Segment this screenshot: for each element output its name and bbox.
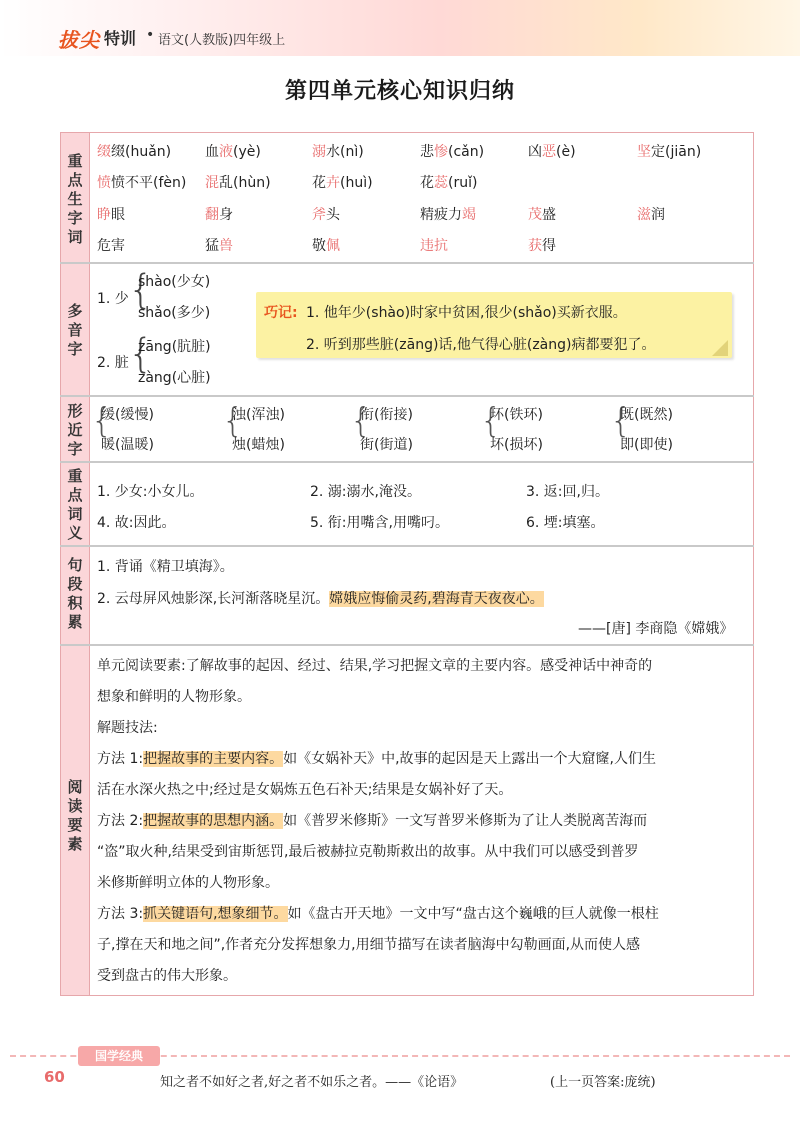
similar-char: 烛(蜡烛)	[232, 437, 285, 453]
polyphone-number: 1. 少	[97, 291, 129, 307]
similar-char: 坏(损坏)	[490, 437, 543, 453]
meaning-item: 5. 衔:用嘴含,用嘴叼。	[310, 515, 449, 531]
brace-glyph: {	[128, 267, 154, 313]
similar-char: 暖(温暖)	[101, 437, 154, 453]
polyphone-reading: shào(少女)	[138, 274, 211, 290]
meaning-item: 2. 溺:溺水,淹没。	[310, 484, 421, 500]
similar-char: 既(既然)	[620, 407, 673, 423]
polyphone-reading: zāng(肮脏)	[138, 339, 211, 355]
polyphone-reading: zàng(心脏)	[138, 370, 211, 386]
brace-glyph: {	[350, 401, 372, 441]
section-divider	[60, 545, 754, 547]
section-label-key-words: 重 点 生 字 词	[67, 152, 83, 246]
brand-logo: 拔尖	[58, 28, 100, 52]
highlight: 抓关键语句,想象细节。	[143, 906, 288, 922]
sentence-line: 1. 背诵《精卫填海》。	[97, 559, 234, 575]
meaning-item: 4. 故:因此。	[97, 515, 176, 531]
word-item: 精疲力竭	[420, 207, 476, 223]
previous-answer: (上一页答案:庞统)	[550, 1075, 656, 1090]
word-item: 花蕊(ruǐ)	[420, 175, 478, 191]
highlight: 把握故事的主要内容。	[143, 751, 284, 767]
section-divider	[60, 262, 754, 264]
similar-char: 浊(浑浊)	[232, 407, 285, 423]
word-item: 血液(yè)	[205, 144, 261, 160]
reading-intro: 单元阅读要素:了解故事的起因、经过、结果,学习把握文章的主要内容。感受神话中神奇的	[97, 658, 653, 674]
polyphone-reading: shǎo(多少)	[138, 305, 211, 321]
memo-fold-corner	[712, 340, 728, 356]
word-item: 翻身	[205, 207, 233, 223]
section-label-sentences: 句 段 积 累	[67, 556, 83, 631]
methods-title: 解题技法:	[97, 720, 158, 736]
section-label-key-meanings: 重 点 词 义	[67, 467, 83, 542]
similar-char: 缓(缓慢)	[101, 407, 154, 423]
word-item: 凶恶(è)	[528, 144, 576, 160]
reading-intro: 想象和鲜明的人物形象。	[97, 689, 251, 705]
section-label-polyphones: 多 音 字	[67, 302, 83, 358]
word-item: 滋润	[637, 207, 665, 223]
brand-logo-2: 特训	[104, 29, 137, 48]
section-label-reading: 阅 读 要 素	[67, 778, 83, 853]
section-divider	[60, 644, 754, 646]
method-3-cont: 受到盘古的伟大形象。	[97, 968, 237, 984]
similar-char: 环(铁环)	[490, 407, 543, 423]
method-1-cont: 活在水深火热之中;经过是女娲炼五色石补天;结果是女娲补好了天。	[97, 782, 513, 798]
page-title: 第四单元核心知识归纳	[284, 79, 515, 104]
method-2: 方法 2:把握故事的思想内涵。如《普罗米修斯》一文写普罗米修斯为了让人类脱离苦海而	[97, 813, 648, 829]
memo-tip-label: 巧记:	[264, 305, 298, 321]
word-item: 花卉(huì)	[312, 175, 373, 191]
word-item: 悲惨(cǎn)	[420, 144, 485, 160]
word-item: 睁眼	[97, 207, 125, 223]
method-3: 方法 3:抓关键语句,想象细节。如《盘古开天地》一文中写“盘古这个巍峨的巨人就像一根柱	[97, 906, 659, 922]
section-divider	[60, 461, 754, 463]
section-divider	[60, 395, 754, 397]
memo-line: 2. 听到那些脏(zāng)话,他气得心脏(zàng)病都要犯了。	[306, 337, 656, 353]
word-item: 违抗	[420, 238, 448, 254]
word-item: 坚定(jiān)	[637, 144, 702, 160]
meaning-item: 3. 返:回,归。	[526, 484, 609, 500]
word-item: 危害	[97, 238, 125, 254]
brace-glyph: {	[128, 331, 154, 377]
highlight: 嫦娥应悔偷灵药,碧海青天夜夜心。	[329, 591, 544, 607]
subject-label: 语文(人教版)四年级上	[158, 33, 286, 48]
word-item: 愤愤不平(fèn)	[97, 175, 187, 191]
highlight: 把握故事的思想内涵。	[143, 813, 284, 829]
brace-glyph: {	[91, 401, 113, 441]
method-2-cont: 米修斯鲜明立体的人物形象。	[97, 875, 279, 891]
page-number: 60	[44, 1068, 65, 1086]
meaning-item: 1. 少女:小女儿。	[97, 484, 204, 500]
meaning-item: 6. 堙:填塞。	[526, 515, 605, 531]
word-item: 获得	[528, 238, 556, 254]
footer-badge: 国学经典	[78, 1046, 160, 1066]
brace-glyph: {	[610, 401, 632, 441]
similar-char: 即(即使)	[620, 437, 673, 453]
poem-source: ——[唐] 李商隐《嫦娥》	[578, 621, 734, 637]
word-item: 敬佩	[312, 238, 340, 254]
section-label-similar-chars: 形 近 字	[67, 402, 83, 458]
word-item: 斧头	[312, 207, 340, 223]
header-bullet: •	[146, 27, 155, 43]
memo-line: 1. 他年少(shào)时家中贫困,很少(shǎo)买新衣服。	[306, 305, 627, 321]
brace-glyph: {	[222, 401, 244, 441]
polyphone-number: 2. 脏	[97, 355, 129, 371]
method-1: 方法 1:把握故事的主要内容。如《女娲补天》中,故事的起因是天上露出一个大窟窿,人们生	[97, 751, 656, 767]
brace-glyph: {	[480, 401, 502, 441]
similar-char: 衔(衔接)	[360, 407, 413, 423]
method-3-cont: 子,撑在天和地之间”,作者充分发挥想象力,用细节描写在读者脑海中勾勒画面,从而使人感	[97, 937, 641, 953]
word-item: 猛兽	[205, 238, 233, 254]
word-item: 混乱(hùn)	[205, 175, 271, 191]
similar-char: 街(街道)	[360, 437, 413, 453]
word-item: 溺水(nì)	[312, 144, 364, 160]
word-item: 茂盛	[528, 207, 556, 223]
word-item: 缀缀(huǎn)	[97, 144, 172, 160]
footer-quote: 知之者不如好之者,好之者不如乐之者。——《论语》	[160, 1075, 464, 1090]
sentence-line: 2. 云母屏风烛影深,长河渐落晓星沉。嫦娥应悔偷灵药,碧海青天夜夜心。	[97, 591, 544, 607]
method-2-cont: “盗”取火种,结果受到宙斯惩罚,最后被赫拉克勒斯救出的故事。从中我们可以感受到普罗	[97, 844, 639, 860]
